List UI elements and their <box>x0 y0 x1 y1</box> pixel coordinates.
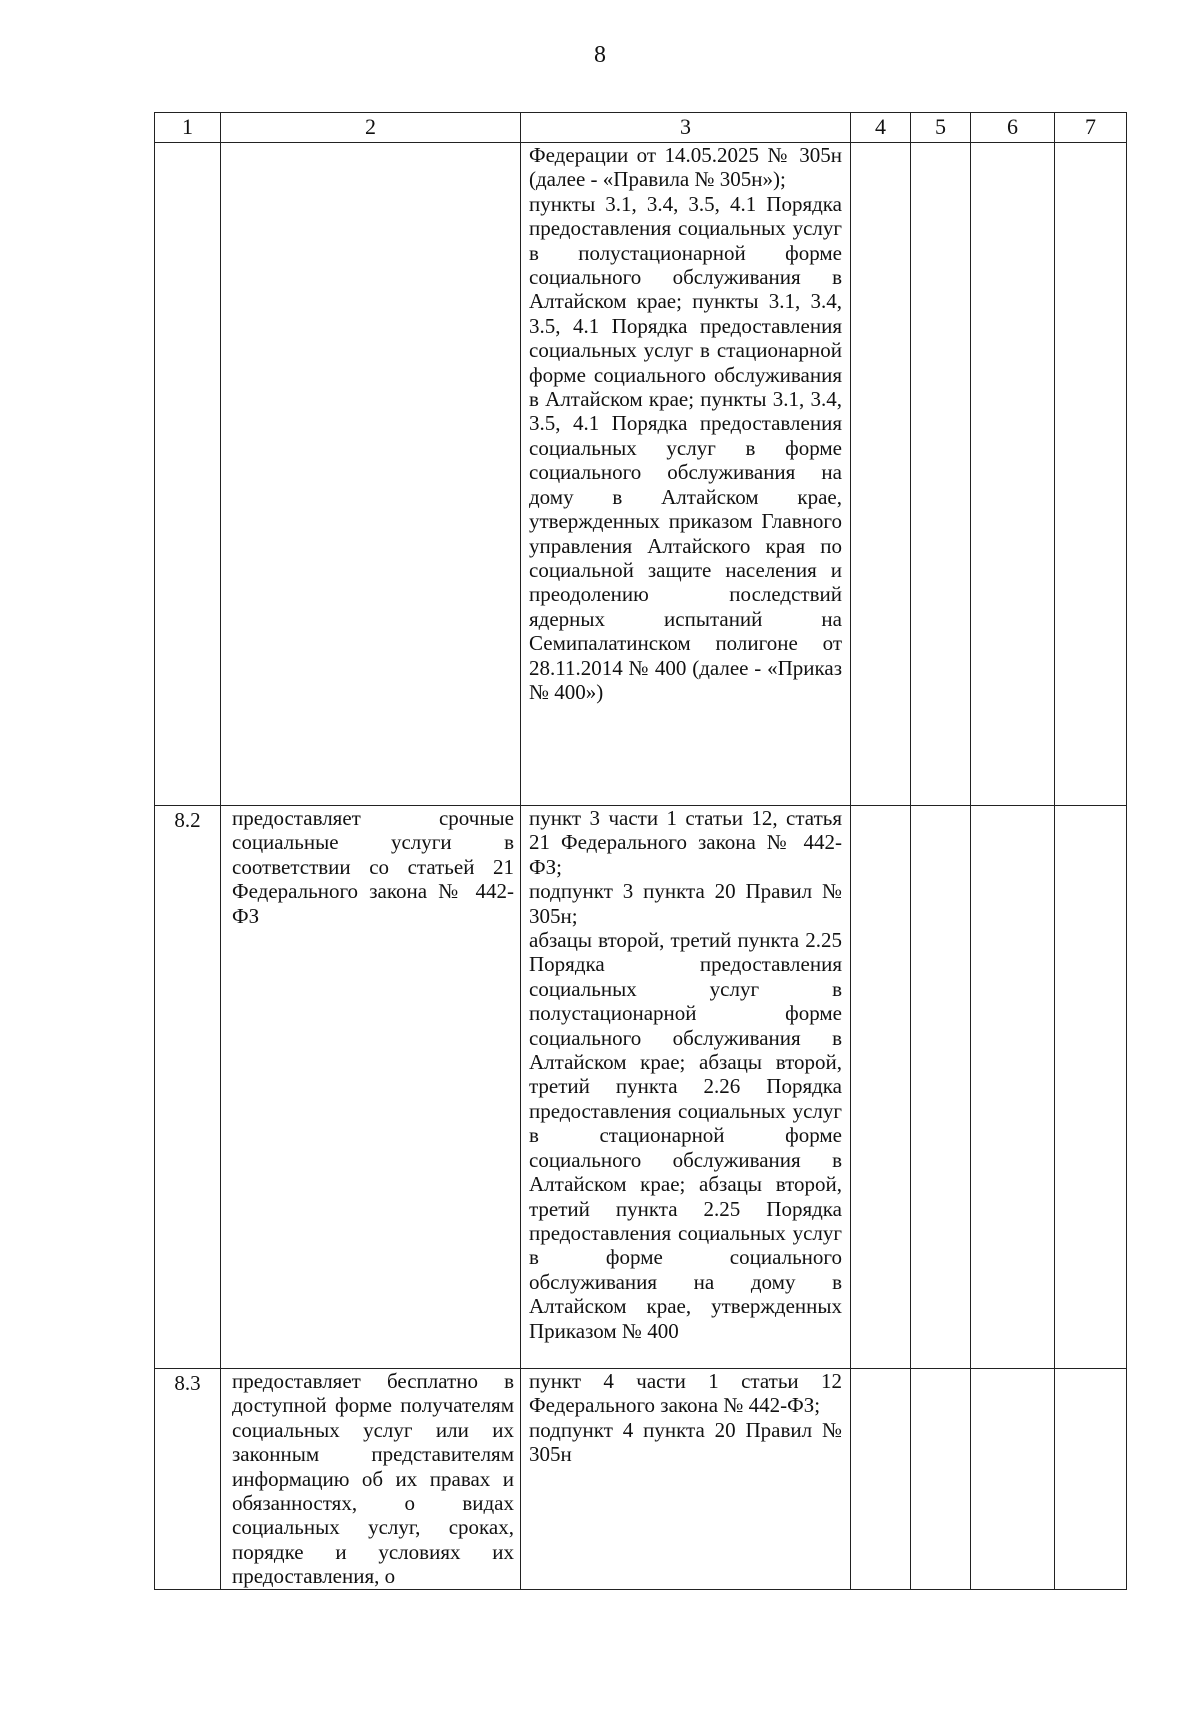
requirement-description: предоставляет бесплатно в доступной форме получателям социальных услуг или их законным представителям информацию об их правах и обязанностях, о видах социальных услуг, сроках, порядке и условиях их предоставления, о <box>221 1369 521 1590</box>
table-row <box>155 1369 1127 1590</box>
empty-cell <box>971 143 1055 806</box>
empty-cell <box>971 1369 1055 1590</box>
requirements-table <box>154 112 1127 1590</box>
column-header: 2 <box>221 113 521 143</box>
page-number: 8 <box>594 42 606 68</box>
column-header: 4 <box>851 113 911 143</box>
column-header: 5 <box>911 113 971 143</box>
legal-basis: пункт 3 части 1 статьи 12, статья 21 Федерального закона № 442-ФЗ; подпункт 3 пункта 20 Правил № 305н; абзацы второй, третий пункта 2.25 Порядка предоставления социальных услуг в полустационарной форме социального обслуживания в Алтайском крае; абзацы второй, третий пункта 2.26 Порядка предоставления социальных услуг в стационарной форме социального обслуживания в Алтайском крае; абзацы второй, третий пункта 2.25 Порядка предоставления социальных услуг в форме социального обслуживания на дому в Алтайском крае, утвержденных Приказом № 400 <box>521 806 851 1369</box>
empty-cell <box>971 806 1055 1369</box>
column-header: 6 <box>971 113 1055 143</box>
empty-cell <box>911 143 971 806</box>
table-row <box>155 143 1127 806</box>
legal-basis: Федерации от 14.05.2025 № 305н (далее - «Правила № 305н»); пункты 3.1, 3.4, 3.5, 4.1 Порядка предоставления социальных услуг в полустационарной форме социального обслуживания в Алтайском крае; пункты 3.1, 3.4, 3.5, 4.1 Порядка предоставления социальных услуг в стационарной форме социального обслуживания в Алтайском крае; пункты 3.1, 3.4, 3.5, 4.1 Порядка предоставления социальных услуг в форме социального обслуживания на дому в Алтайском крае, утвержденных приказом Главного управления Алтайского края по социальной защите населения и преодолению последствий ядерных испытаний на Семипалатинском полигоне от 28.11.2014 № 400 (далее - «Приказ № 400») <box>521 143 851 806</box>
empty-cell <box>851 806 911 1369</box>
column-header: 1 <box>155 113 221 143</box>
empty-cell <box>851 1369 911 1590</box>
column-header: 7 <box>1055 113 1127 143</box>
column-header: 3 <box>521 113 851 143</box>
table-row <box>155 806 1127 1369</box>
requirement-description <box>221 143 521 806</box>
header-row <box>155 113 1127 143</box>
legal-basis: пункт 4 части 1 статьи 12 Федерального закона № 442-ФЗ; подпункт 4 пункта 20 Правил № 305н <box>521 1369 851 1590</box>
row-number <box>155 143 221 806</box>
empty-cell <box>911 1369 971 1590</box>
row-number: 8.3 <box>155 1369 221 1590</box>
requirement-description: предоставляет срочные социальные услуги в соответствии со статьей 21 Федерального закона № 442-ФЗ <box>221 806 521 1369</box>
row-number: 8.2 <box>155 806 221 1369</box>
empty-cell <box>851 143 911 806</box>
empty-cell <box>911 806 971 1369</box>
empty-cell <box>1055 1369 1127 1590</box>
empty-cell <box>1055 143 1127 806</box>
empty-cell <box>1055 806 1127 1369</box>
